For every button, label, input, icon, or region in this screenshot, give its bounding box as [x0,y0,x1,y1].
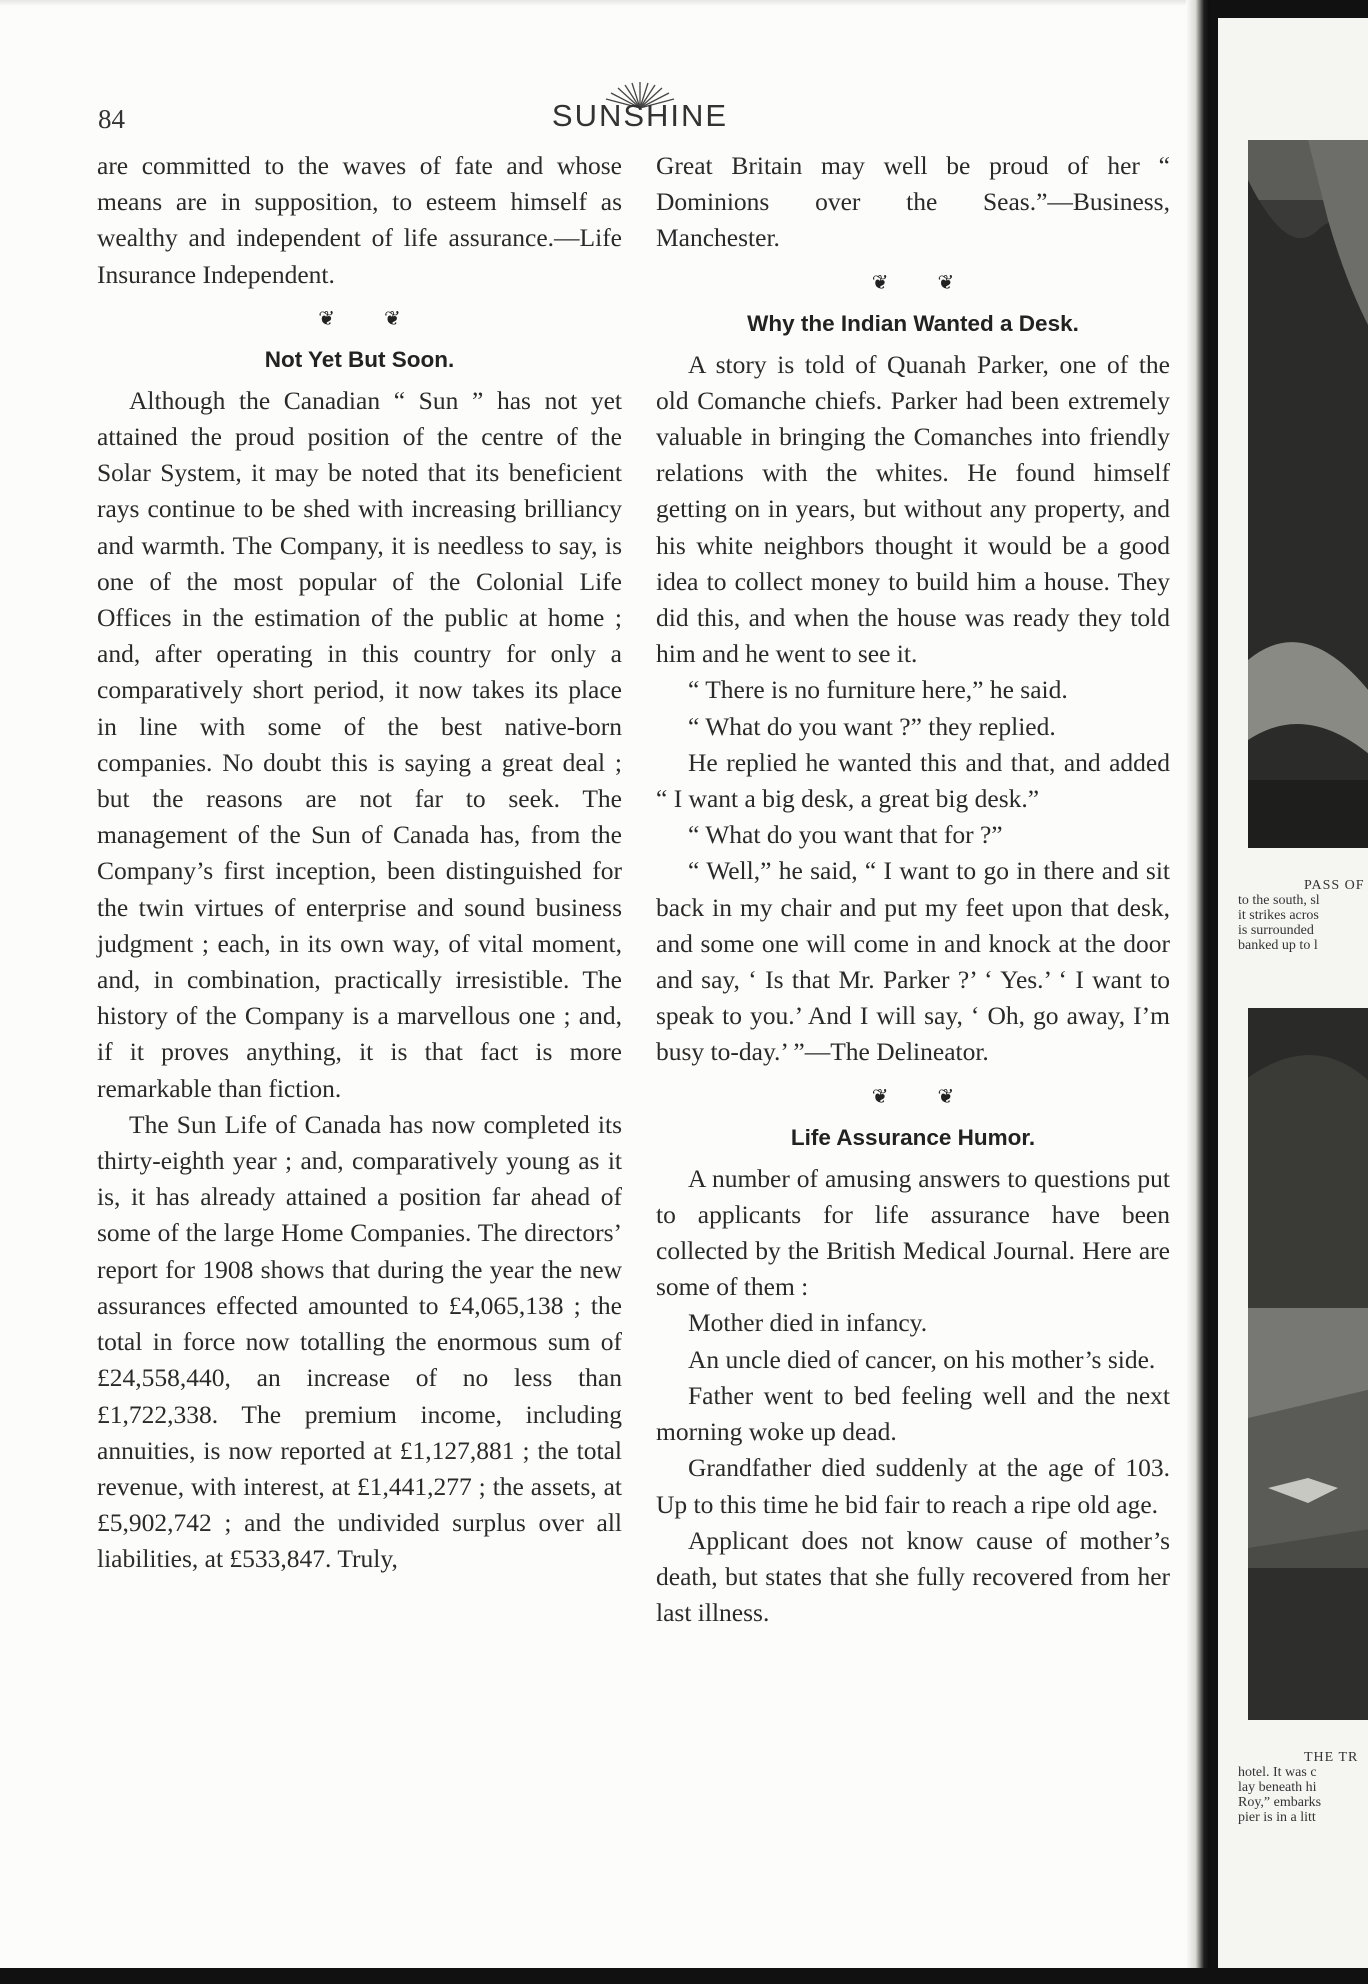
article-paragraph: A number of amusing answers to questions put to applicants for life assurance have been collected by the British Medical Journal. Here are some of them : [656,1163,1170,1302]
article-paragraph: Father went to bed feeling well and the next morning woke up dead. [656,1380,1170,1447]
section-ornament: ❦ ❦ [871,1085,977,1108]
masthead-title: SUNSHINE [551,98,729,133]
article-paragraph: Mother died in infancy. [688,1308,928,1338]
article-paragraph: Applicant does not know cause of mother’s death, but states that she fully recovered from her last illness. [656,1525,1170,1628]
caption-line: it strikes acros [1238,908,1319,923]
book-gutter [1186,0,1210,1984]
article-title-life-assurance-humor: Life Assurance Humor. [790,1124,1036,1150]
caption-line: Roy,” embarks [1238,1795,1322,1810]
lake-pier-photo [1248,1008,1368,1720]
photo-caption [1238,878,1368,953]
article-paragraph: “ Well,” he said, “ I want to go in there and sit back in my chair and put my feet upon that desk, and some one will come in and knock at the door and say, ‘ Is that Mr. Parker ?’ ‘ Yes.’ ‘ I want to speak to you.’ And I will say, ‘ Oh, go away, I’m busy to-day.’ ”—The Delineator. [656,856,1170,1067]
photo-caption [1238,1750,1368,1825]
article-title-indian-desk: Why the Indian Wanted a Desk. [747,310,1079,336]
article-paragraph: “ What do you want ?” they replied. [688,711,1056,741]
opening-paragraph: are committed to the waves of fate and whose means are in supposition, to esteem himself as wealthy and independent of life assurance.—Life Insurance Independent. [97,151,622,289]
left-column [97,148,622,1578]
article-paragraph: “ What do you want that for ?” [688,820,1003,850]
article-title-not-yet-but-soon: Not Yet But Soon. [264,346,455,372]
caption-heading: THE TR [1304,1750,1359,1765]
caption-line: hotel. It was c [1238,1765,1317,1780]
section-ornament: ❦ ❦ [318,307,423,330]
article-paragraph: He replied he wanted this and that, and added “ I want a big desk, a great big desk.” [656,747,1170,814]
facing-page [1210,0,1368,1984]
middle-column [656,148,1170,1631]
article-paragraph: A story is told of Quanah Parker, one of the old Comanche chiefs. Parker had been extremely valuable in bringing the Comanches into friendly relations with the whites. He found himself getting on in years, but without any property, and his white neighbors thought it would be a good idea to collect money to build him a house. They did this, and when the house was ready they told him and he went to see it. [656,349,1170,669]
section-ornament: ❦ ❦ [871,271,977,294]
page-top-edge [0,0,1190,6]
caption-line: is surrounded [1238,923,1314,938]
caption-line: to the south, sl [1238,893,1320,908]
article-paragraph: Although the Canadian “ Sun ” has not yet attained the proud position of the centre of the Solar System, it may be noted that its beneficient rays continue to be shed with increasing brilliancy and warmth. The Company, it is needless to say, is one of the most popular of the Colonial Life Offices in the estimation of the public at home ; and, after operating in this country for only a comparatively short period, it now takes its place in line with some of the best native-born companies. No doubt this is saying a great deal ; but the reasons are not far to seek. The management of the Sun of Canada has, from the Company’s first inception, been distinguished for the twin virtues of enterprise and sound business judgment ; each, in its own way, of vital moment, and, in combination, practically irresistible. The history of the Company is a marvellous one ; and, if it proves anything, it is that fact is more remarkable than fiction. [97,385,622,1103]
masthead [540,80,740,136]
article-paragraph: An uncle died of cancer, on his mother’s side. [688,1344,1156,1374]
caption-line: pier is in a litt [1238,1810,1316,1825]
facing-page-paper [1218,18,1368,1968]
article-paragraph: “ There is no furniture here,” he said. [688,675,1068,705]
caption-line: banked up to l [1238,938,1318,953]
caption-heading: PASS OF [1304,878,1365,893]
page-number: 84 [98,104,125,134]
caption-line: lay beneath hi [1238,1780,1317,1795]
mountain-pass-photo [1248,140,1368,848]
scan-bottom-edge [0,1968,1368,1984]
article-paragraph: The Sun Life of Canada has now completed its thirty-eighth year ; and, comparatively young as it is, it has already attained a position far ahead of some of the large Home Companies. The directors’ report for 1908 shows that during the year the new assurances effected amounted to £4,065,138 ; the total in force now totalling the enormous sum of £24,558,440, an increase of no less than £1,722,338. The premium income, including annuities, is now reported at £1,127,881 ; the total revenue, with interest, at £1,441,277 ; the assets, at £5,902,742 ; and the undivided surplus over all liabilities, at £533,847. Truly, [97,1109,622,1574]
continuation-paragraph: Great Britain may well be proud of her “ Dominions over the Seas.”—Business, Manchester. [656,151,1170,253]
article-paragraph: Grandfather died suddenly at the age of 103. Up to this time he bid fair to reach a ripe old age. [656,1453,1170,1519]
